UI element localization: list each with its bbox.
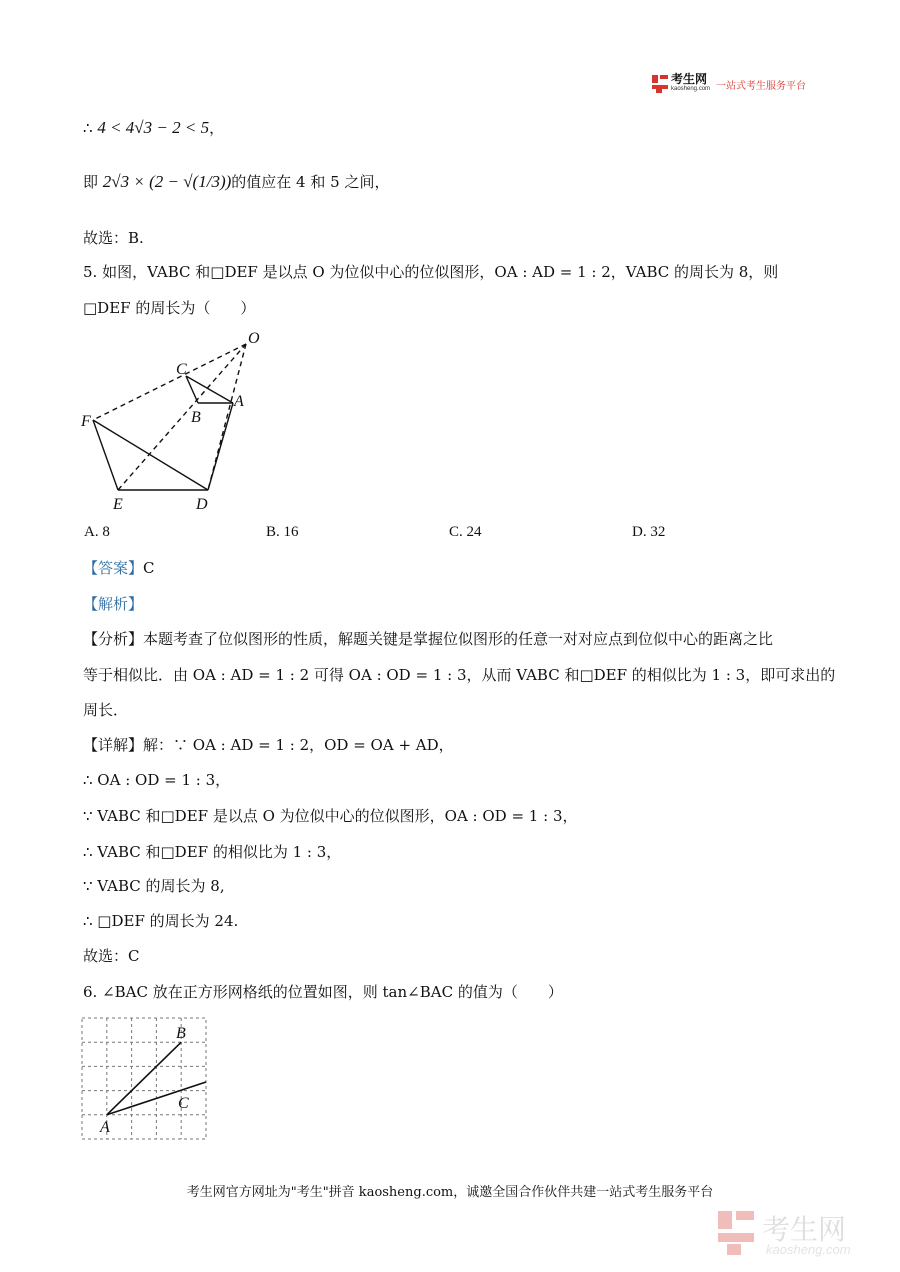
answer-tag: 【答案】 — [83, 559, 144, 577]
q5-label-B: B — [191, 409, 201, 426]
q5-figure — [78, 328, 278, 518]
prev-expression-math: 2√3 × (2 − √(1/3)) — [102, 172, 232, 191]
site-logo — [652, 73, 806, 95]
q5-answer — [83, 558, 155, 578]
watermark-logo-icon — [718, 1211, 754, 1255]
q5-option-a: A. 8 — [84, 524, 110, 540]
q5-label-A: A — [234, 393, 244, 410]
q5-option-c: C. 24 — [449, 524, 482, 540]
q5-figure-lines — [93, 344, 246, 490]
q5-label-O: O — [248, 330, 260, 347]
watermark — [718, 1208, 888, 1258]
q6-label-B: B — [176, 1025, 186, 1042]
q6-grid-figure — [80, 1016, 210, 1142]
q6-label-A: A — [100, 1119, 110, 1136]
detail-line-2: ∴ OA : OD = 1 : 3， — [83, 771, 231, 789]
q6-stem: 6. ∠BAC 放在正方形网格纸的位置如图，则 tan∠BAC 的值为（ ） — [83, 983, 563, 1001]
q5-stem-line2: □DEF 的周长为（ ） — [83, 299, 256, 317]
analysis-line-3: 周长． — [83, 701, 129, 719]
prev-inequality-math: 4 < 4√3 − 2 < 5 — [97, 118, 210, 137]
q5-label-C: C — [176, 361, 187, 378]
q5-label-D: D — [196, 496, 208, 513]
detail-line-7: 故选：C — [83, 947, 140, 965]
q5-label-E: E — [113, 496, 123, 513]
q5-option-b: B. 16 — [266, 524, 299, 540]
analysis-line-1: 【分析】本题考查了位似图形的性质，解题关键是掌握位似图形的任意一对对应点到位似中心的距离之比 — [83, 630, 774, 648]
prev-inequality: ∴ 4 < 4√3 − 2 < 5， — [83, 118, 225, 137]
q5-stem-line1: 5. 如图，VABC 和□DEF 是以点 O 为位似中心的位似图形，OA : AD = 1 : 2，VABC 的周长为 8，则 — [83, 263, 779, 281]
detail-line-1: 【详解】解：∵ OA : AD = 1 : 2，OD = OA + AD， — [83, 736, 454, 754]
q6-label-C: C — [178, 1095, 189, 1112]
prev-value-range: 即 2√3 × (2 − √(1/3))的值应在 4 和 5 之间， — [83, 172, 390, 191]
detail-line-5: ∵ VABC 的周长为 8, — [83, 877, 225, 895]
answer-value: C — [143, 559, 155, 577]
logo-name: 考生网 — [671, 72, 708, 86]
detail-line-4: ∴ VABC 和□DEF 的相似比为 1 : 3， — [83, 843, 342, 861]
q5-label-F: F — [81, 413, 91, 430]
kaosheng-logo-icon — [652, 75, 668, 93]
analysis-tag: 【解析】 — [83, 595, 144, 613]
logo-domain: kaosheng.com — [671, 86, 711, 92]
watermark-domain: kaosheng.com — [766, 1242, 851, 1257]
page-footer: 考生网官方网址为"考生"拼音 kaosheng.com，诚邀全国合作伙伴共建一站式考生服务平台 — [186, 1185, 714, 1200]
detail-line-6: ∴ □DEF 的周长为 24. — [83, 912, 239, 930]
logo-slogan: 一站式考生服务平台 — [716, 80, 807, 92]
q5-option-d: D. 32 — [632, 524, 666, 540]
watermark-name: 考生网 — [762, 1213, 847, 1246]
detail-line-3: ∵ VABC 和□DEF 是以点 O 为位似中心的位似图形，OA : OD = 1 : 3， — [83, 807, 578, 825]
prev-choice: 故选：B. — [83, 229, 144, 247]
analysis-line-2: 等于相似比．由 OA : AD = 1 : 2 可得 OA : OD = 1 : 3，从而 VABC 和□DEF 的相似比为 1 : 3，即可求出的 — [83, 666, 836, 684]
